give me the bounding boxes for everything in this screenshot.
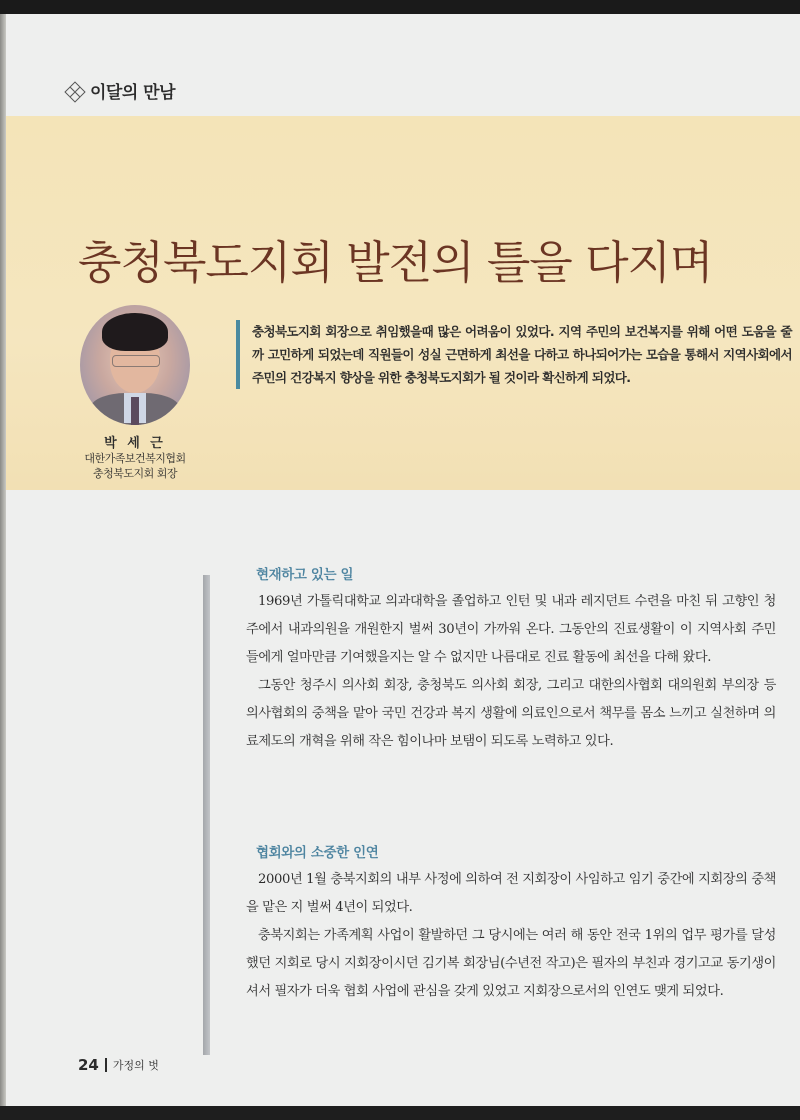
- paragraph: 충북지회는 가족계획 사업이 활발하던 그 당시에는 여러 해 동안 전국 1위의 업무 평가를 달성했던 지회로 당시 지회장이시던 김기복 회장님(수년전 작고)은 필자의 부친과 경기고교 동기생이셔서 필자가 더욱 협회 사업에 관심을 갖게 있었고 지회장으로서의 인연도 맺게 되었다.: [246, 928, 776, 999]
- decorative-vertical-bar: [203, 575, 210, 1055]
- scan-bottom-edge: [0, 1106, 800, 1120]
- article-title: 충청북도지회 발전의 틀을 다지며: [78, 236, 713, 290]
- section-association-relationship: [246, 840, 776, 1006]
- footer-divider: [105, 1058, 107, 1072]
- author-affiliation-1: 대한가족보건복지협회: [84, 452, 186, 465]
- author-affiliation-2: 충청북도지회 회장: [92, 467, 177, 480]
- magazine-name: 가정의 벗: [112, 1059, 159, 1072]
- author-portrait: [80, 305, 190, 425]
- diamond-cluster-icon: [66, 83, 82, 99]
- paragraph: 1969년 가톨릭대학교 의과대학을 졸업하고 인턴 및 내과 레지던트 수련을 마친 뒤 고향인 청주에서 내과의원을 개원한지 벌써 30년이 가까워 온다. 그동안의 진료생활이 이 지역사회 주민들에게 얼마만큼 기여했을지는 알 수 없지만 나름대로 진료 활동에 최선을 다해 왔다.: [246, 594, 776, 665]
- author-caption: [60, 432, 210, 481]
- intro-quote: 충청북도지회 회장으로 취임했을때 많은 어려움이 있었다. 지역 주민의 보건복지를 위해 어떤 도움을 줄까 고민하게 되었는데 직원들이 성실 근면하게 최선을 다하고 하나되어가는 모습을 통해서 지역사회에서 주민의 건강복지 향상을 위한 충청북도지회가 될 것이라 확신하게 되었다.: [236, 320, 792, 389]
- section-label: [66, 78, 175, 103]
- page-footer: [78, 1056, 159, 1074]
- section-heading: 현재하고 있는 일: [256, 567, 354, 583]
- section-label-text: 이달의 만남: [90, 83, 176, 103]
- section-current-work: [246, 562, 776, 756]
- section-heading: 협회와의 소중한 인연: [256, 845, 379, 861]
- paragraph: 2000년 1월 충북지회의 내부 사정에 의하여 전 지회장이 사임하고 임기 중간에 지회장의 중책을 맡은 지 벌써 4년이 되었다.: [246, 872, 776, 915]
- page-number: 24: [78, 1056, 99, 1074]
- paragraph: 그동안 청주시 의사회 회장, 충청북도 의사회 회장, 그리고 대한의사협회 대의원회 부의장 등 의사협회의 중책을 맡아 국민 건강과 복지 생활에 의료인으로서 책무를 몸소 느끼고 실천하며 의료제도의 개혁을 위해 작은 힘이나마 보탬이 되도록 노력하고 있다.: [246, 678, 776, 749]
- author-name: 박 세 근: [104, 436, 166, 451]
